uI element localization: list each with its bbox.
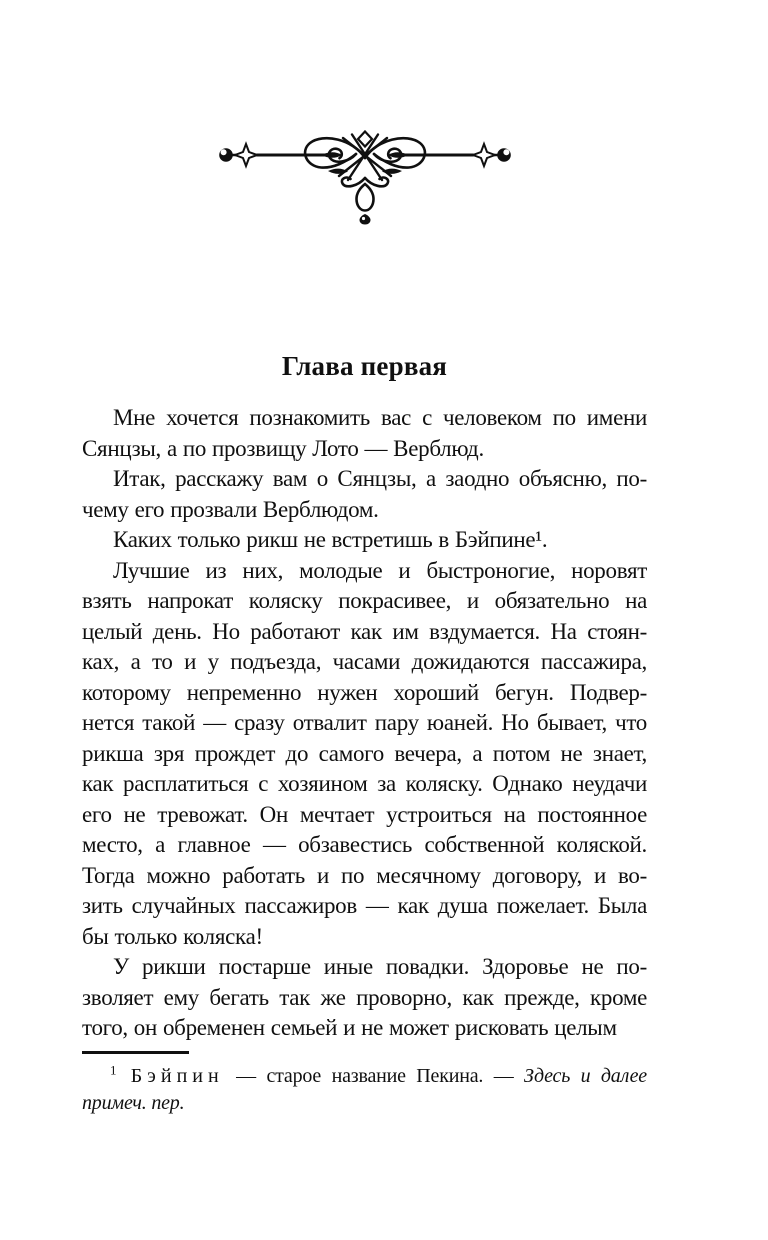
body-line: Итак, расскажу вам о Сянцзы, а заодно объясню, по-	[113, 466, 647, 491]
body-line: нется такой — сразу отвалит пару юаней. Но бывает, что	[82, 710, 647, 735]
footnote-line-2: примеч. пер.	[82, 1092, 185, 1114]
chapter-body	[82, 403, 647, 1044]
body-line: его не тревожат. Он мечтает устроиться на постоянное	[82, 801, 647, 827]
body-line: ках, а то и у подъезда, часами дожидаются пассажира,	[82, 649, 647, 674]
body-line: бы только коляска!	[82, 923, 263, 949]
body-line: Каких только рикш не встретишь в Бэйпине¹.	[113, 527, 548, 552]
body-line: взять напрокат коляску покрасивее, и обязательно на	[82, 588, 647, 613]
footnote-marker: 1	[110, 1062, 117, 1078]
body-line: Сянцзы, а по прозвищу Лото — Верблюд.	[82, 435, 484, 461]
body-line: рикша зря прождет до самого вечера, а потом не знает,	[82, 740, 647, 766]
body-line: Мне хочется познакомить вас с человеком по имени	[113, 405, 647, 430]
body-line: зить случайных пассажиров — как душа пожелает. Была	[82, 893, 647, 918]
body-line: Лучшие из них, молодые и быстроногие, норовят	[113, 557, 647, 583]
body-line: которому непременно нужен хороший бегун. Подвер-	[82, 679, 647, 705]
body-line: чему его прозвали Верблюдом.	[82, 496, 379, 522]
body-line: как расплатиться с хозяином за коляску. Однако неудачи	[82, 771, 647, 796]
footnote-text-italic: Здесь и далее	[524, 1065, 647, 1087]
body-line: место, а главное — обзавестись собственной коляской.	[82, 832, 647, 857]
footnote-line-1	[82, 1063, 647, 1090]
body-line: того, он обременен семьей и не может рисковать целым	[82, 1015, 617, 1040]
body-line: целый день. Но работают как им вздумается. На стоян-	[82, 618, 647, 644]
footnote-rule	[82, 1051, 189, 1054]
flourish-ornament-icon	[215, 130, 515, 225]
body-line: Тогда можно работать и по месячному договору, и во-	[82, 862, 647, 888]
footnote-term: Бэйпин	[130, 1065, 224, 1087]
chapter-title: Глава первая	[281, 351, 448, 381]
body-line: У рикши постарше иные повадки. Здоровье не по-	[113, 954, 647, 979]
flourish-ornament	[82, 130, 647, 225]
body-line: зволяет ему бегать так же проворно, как прежде, кроме	[82, 984, 647, 1010]
footnote	[82, 1051, 647, 1117]
footnote-text-regular: — старое название Пекина. —	[236, 1065, 514, 1087]
